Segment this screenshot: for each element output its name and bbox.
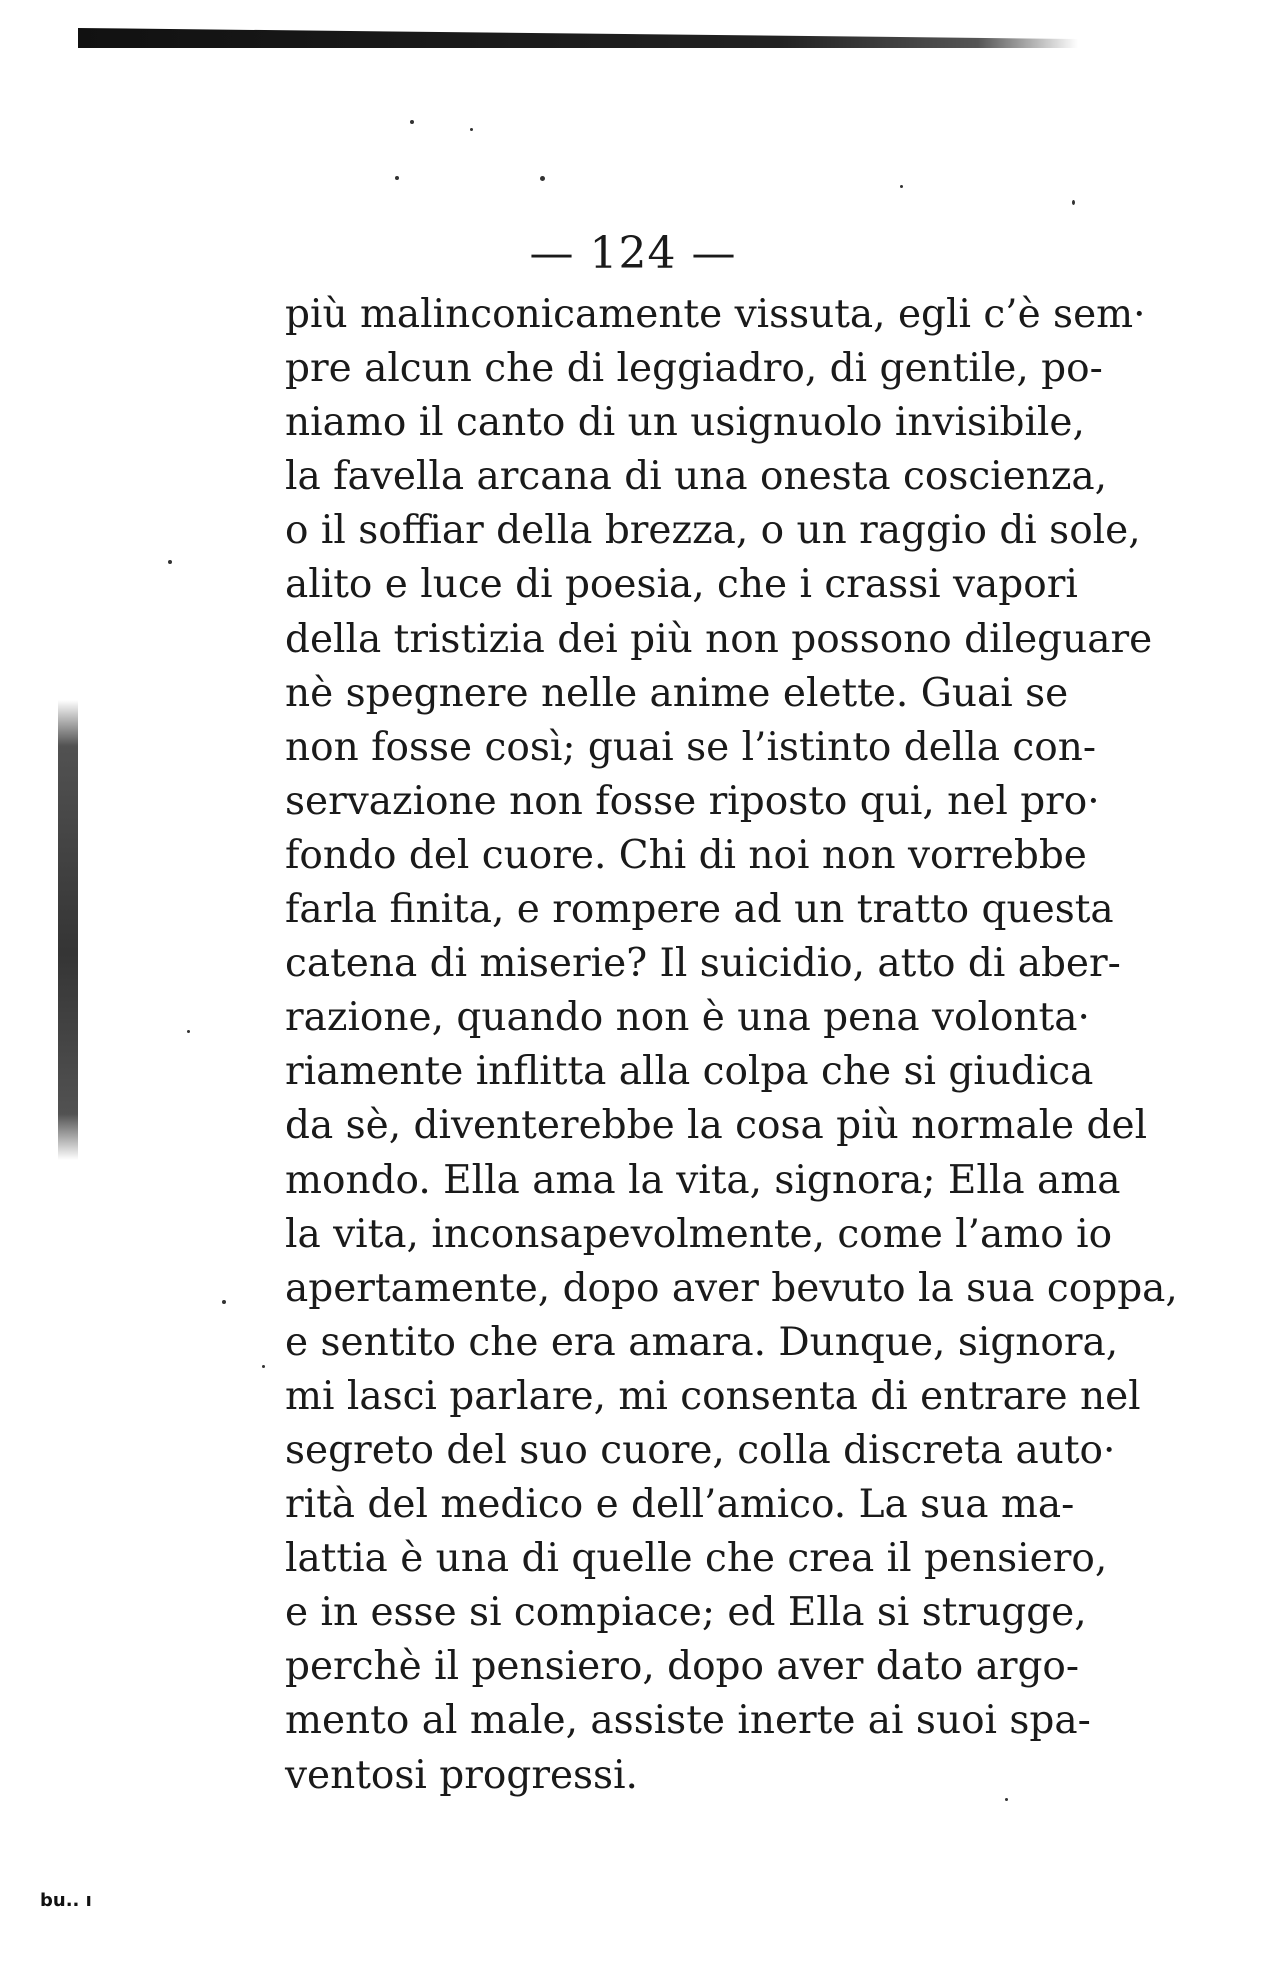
text-line: mondo. Ella ama la vita, signora; Ella ama (285, 1157, 1121, 1203)
text-line: non fosse così; guai se l’istinto della con- (285, 724, 1097, 770)
top-border-rule (78, 28, 1078, 48)
text-line: segreto del suo cuore, colla discreta auto· (285, 1427, 1116, 1473)
text-line: pre alcun che di leggiadro, di gentile, po- (285, 346, 1103, 392)
body-text (285, 288, 1185, 1803)
page-number: — 124 — (529, 228, 737, 279)
text-line: o il soffiar della brezza, o un raggio di sole, (285, 508, 1141, 554)
text-line: niamo il canto di un usignuolo invisibile, (285, 400, 1085, 446)
text-line: della tristizia dei più non possono dileguare (285, 616, 1153, 662)
text-line: farla finita, e rompere ad un tratto questa (285, 887, 1114, 933)
text-line: riamente inflitta alla colpa che si giudica (285, 1049, 1094, 1095)
text-line: perchè il pensiero, dopo aver dato argo- (285, 1644, 1080, 1690)
scan-speck (222, 1300, 226, 1304)
text-line: la vita, inconsapevolmente, come l’amo io (285, 1211, 1113, 1257)
text-line: la favella arcana di una onesta coscienza, (285, 454, 1108, 500)
text-line: lattia è una di quelle che crea il pensiero, (285, 1536, 1108, 1582)
scan-speck (540, 176, 545, 181)
text-line: e sentito che era amara. Dunque, signora, (285, 1319, 1119, 1365)
scan-speck (1072, 200, 1075, 205)
text-line: da sè, diventerebbe la cosa più normale del (285, 1103, 1148, 1149)
text-line: servazione non fosse riposto qui, nel pro· (285, 778, 1100, 824)
text-line: ventosi progressi. (285, 1752, 638, 1798)
scan-speck (168, 560, 172, 564)
binding-shadow (58, 700, 78, 1160)
corner-scan-mark: bu.. ı (40, 1890, 92, 1911)
scan-speck (395, 176, 399, 180)
text-line: catena di miserie? Il suicidio, atto di aber- (285, 941, 1121, 987)
scan-speck (900, 185, 903, 188)
scan-speck (410, 120, 414, 124)
text-line: nè spegnere nelle anime elette. Guai se (285, 670, 1069, 716)
text-line: fondo del cuore. Chi di noi non vorrebbe (285, 832, 1087, 878)
text-line: mi lasci parlare, mi consenta di entrare nel (285, 1373, 1141, 1419)
text-line: razione, quando non è una pena volonta· (285, 995, 1090, 1041)
scan-speck (470, 128, 473, 131)
text-line: e in esse si compiace; ed Ella si strugge, (285, 1590, 1087, 1636)
text-line: apertamente, dopo aver bevuto la sua coppa, (285, 1265, 1178, 1311)
text-line: mento al male, assiste inerte ai suoi spa- (285, 1698, 1091, 1744)
text-line: rità del medico e dell’amico. La sua ma- (285, 1482, 1075, 1528)
text-line: più malinconicamente vissuta, egli c’è sem· (285, 292, 1146, 337)
scan-speck (187, 1030, 190, 1033)
scan-speck (262, 1365, 265, 1368)
text-line: alito e luce di poesia, che i crassi vapori (285, 562, 1078, 608)
